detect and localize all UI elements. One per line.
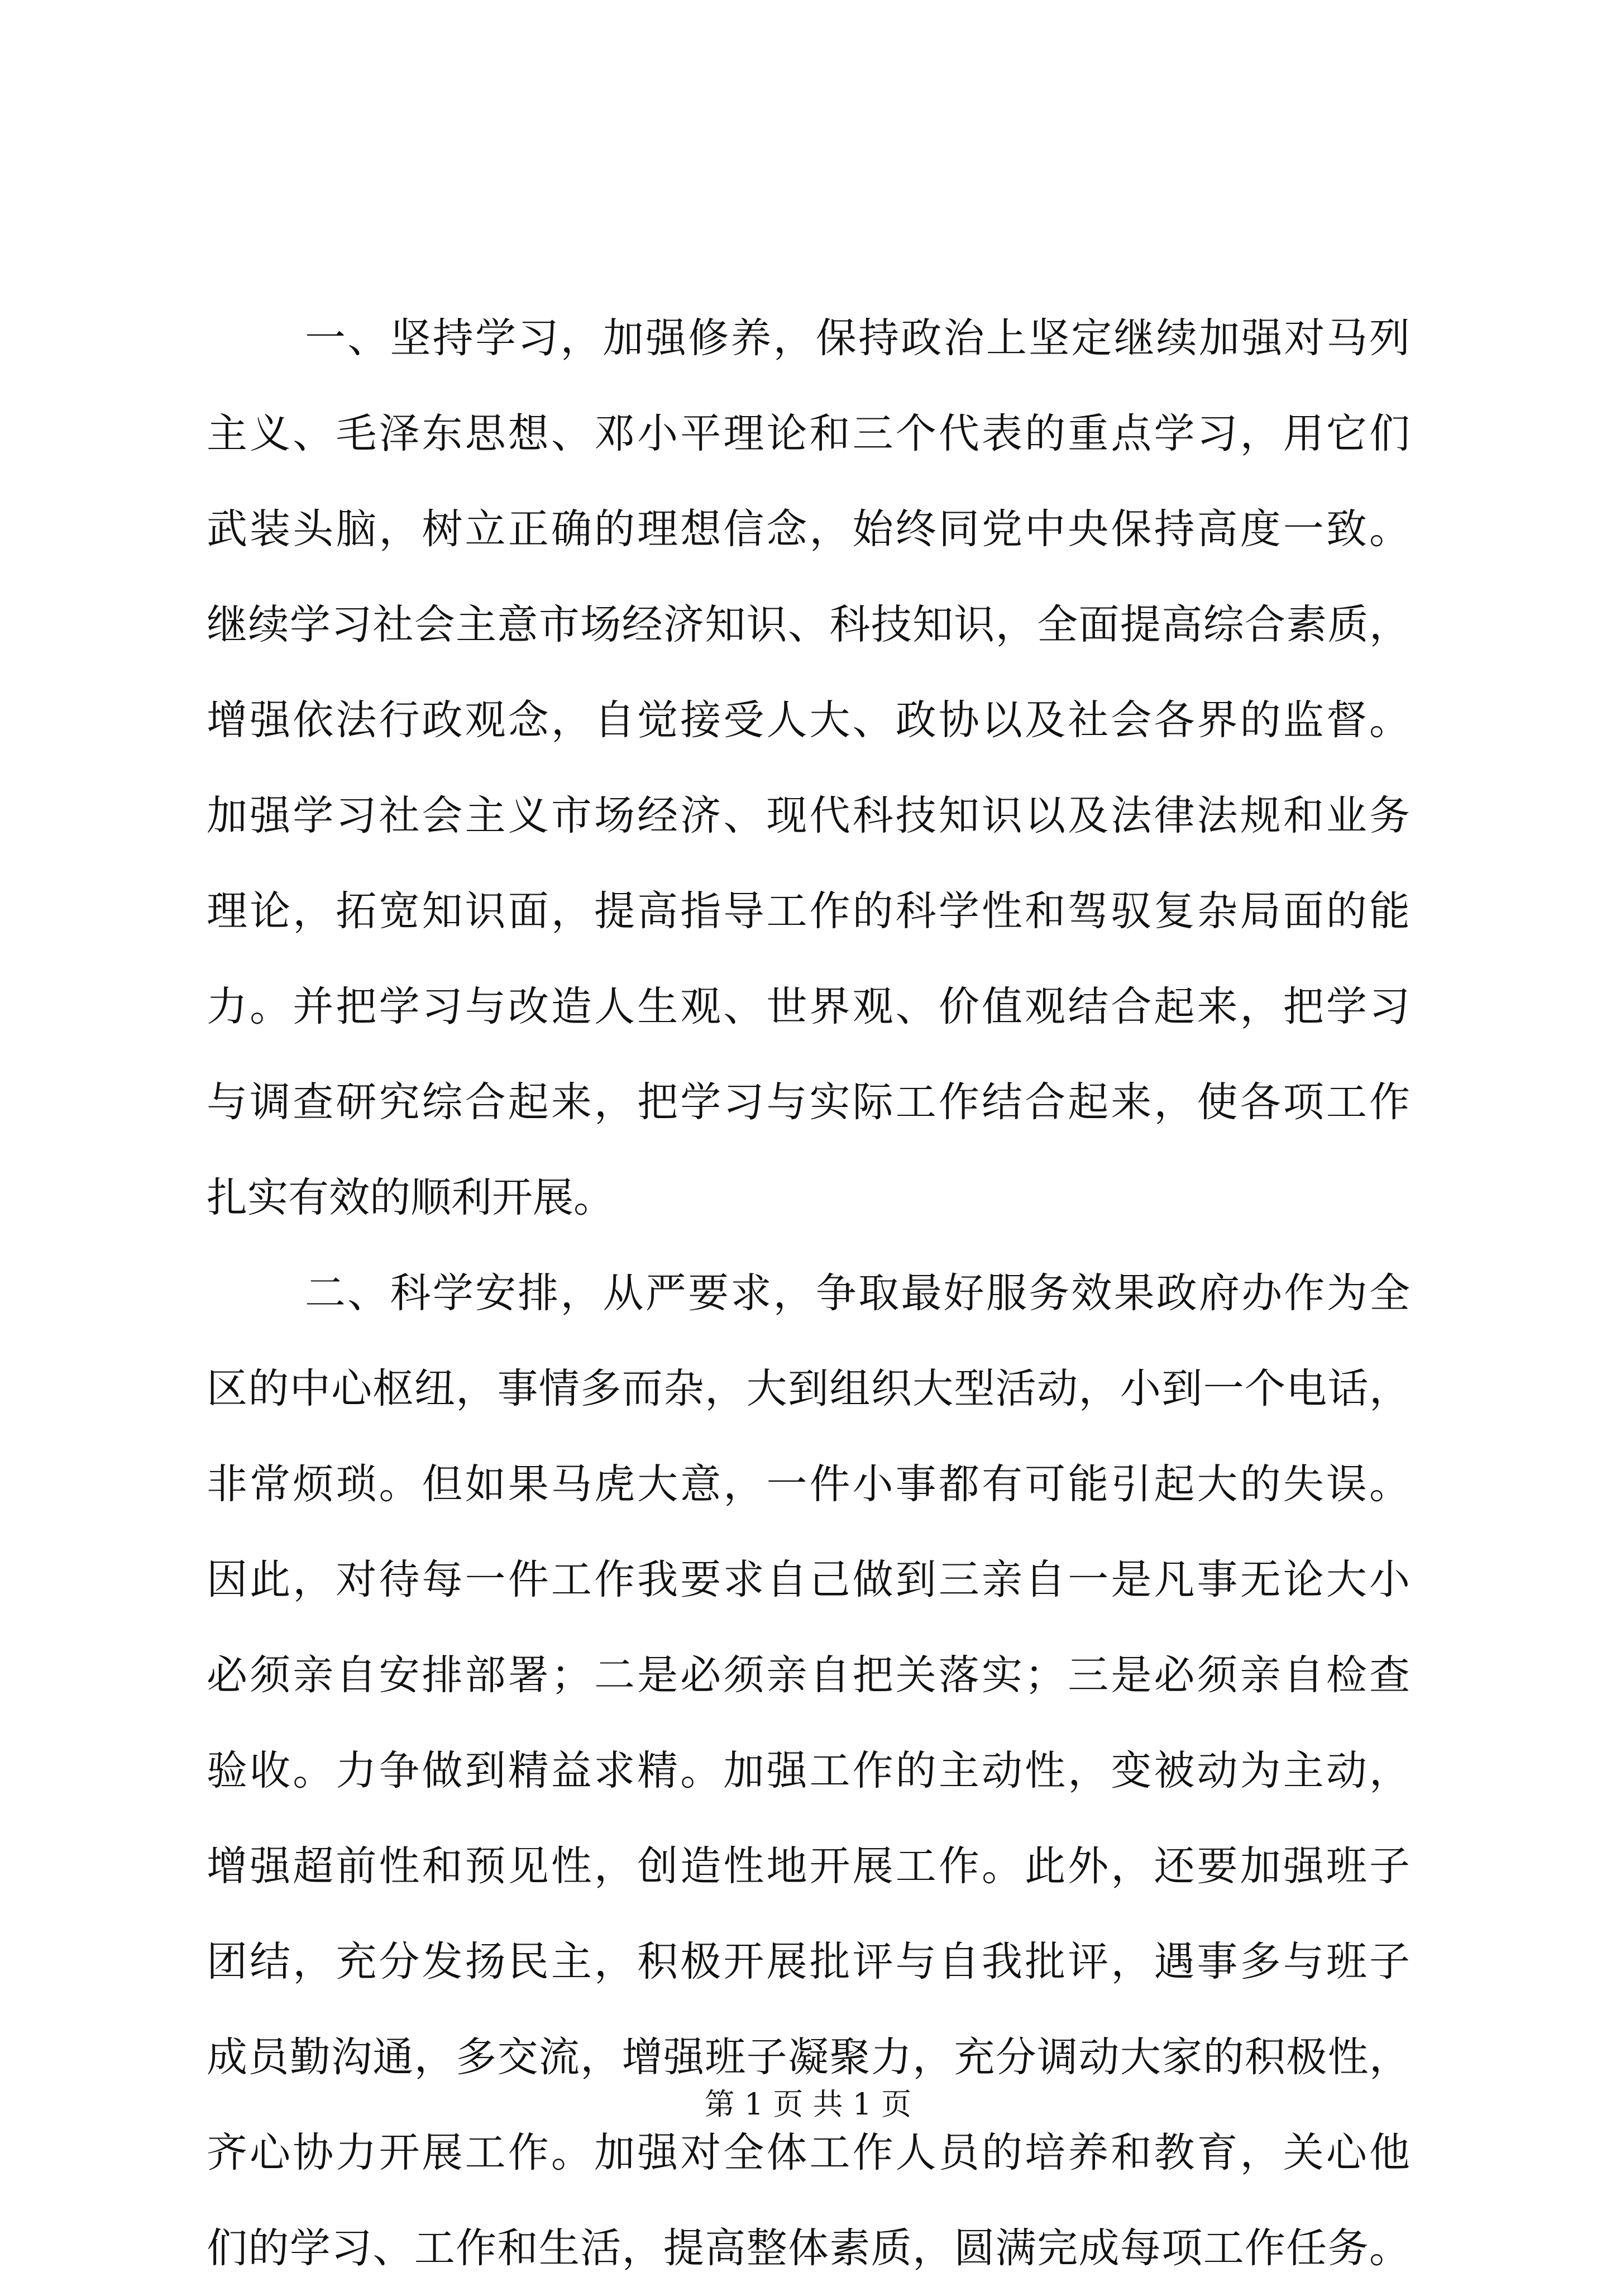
text-line: 力。并把学习与改造人生观、世界观、价值观结合起来，把学习 (207, 983, 1410, 1030)
text-line: 齐心协力开展工作。加强对全体工作人员的培养和教育，关心他 (207, 2129, 1410, 2176)
paragraph-2 (207, 1245, 1410, 2296)
text-line: 增强依法行政观念，自觉接受人大、政协以及社会各界的监督。 (207, 696, 1410, 744)
text-line: 一、坚持学习，加强修养，保持政治上坚定继续加强对马列 (305, 314, 1410, 362)
text-line: 增强超前性和预见性，创造性地开展工作。此外，还要加强班子 (207, 1842, 1410, 1890)
document-body (207, 290, 1410, 2296)
text-line: 成员勤沟通，多交流，增强班子凝聚力，充分调动大家的积极性， (207, 2034, 1410, 2081)
text-line: 主义、毛泽东思想、邓小平理论和三个代表的重点学习，用它们 (207, 410, 1410, 457)
text-line: 们的学习、工作和生活，提高整体素质，圆满完成每项工作任务。 (207, 2225, 1410, 2272)
text-line: 扎实有效的顺利开展。 (207, 1174, 614, 1221)
text-line: 验收。力争做到精益求精。加强工作的主动性，变被动为主动， (207, 1747, 1410, 1794)
text-line: 因此，对待每一件工作我要求自己做到三亲自一是凡事无论大小 (207, 1556, 1410, 1603)
text-line: 加强学习社会主义市场经济、现代科技知识以及法律法规和业务 (207, 792, 1410, 839)
text-line: 理论，拓宽知识面，提高指导工作的科学性和驾驭复杂局面的能 (207, 887, 1410, 935)
text-line: 与调查研究综合起来，把学习与实际工作结合起来，使各项工作 (207, 1078, 1410, 1126)
text-line: 武装头脑，树立正确的理想信念，始终同党中央保持高度一致。 (207, 505, 1410, 553)
text-line: 团结，充分发扬民主，积极开展批评与自我批评，遇事多与班子 (207, 1938, 1410, 1985)
page-number-footer: 第 1 页 共 1 页 (704, 2087, 912, 2122)
text-line: 继续学习社会主意市场经济知识、科技知识，全面提高综合素质， (207, 601, 1410, 648)
text-line: 区的中心枢纽，事情多而杂，大到组织大型活动，小到一个电话， (207, 1365, 1410, 1412)
paragraph-1 (207, 290, 1410, 1245)
text-line: 二、科学安排，从严要求，争取最好服务效果政府办作为全 (305, 1269, 1410, 1317)
text-line: 非常烦琐。但如果马虎大意，一件小事都有可能引起大的失误。 (207, 1460, 1410, 1508)
text-line: 必须亲自安排部署；二是必须亲自把关落实；三是必须亲自检查 (207, 1651, 1410, 1699)
